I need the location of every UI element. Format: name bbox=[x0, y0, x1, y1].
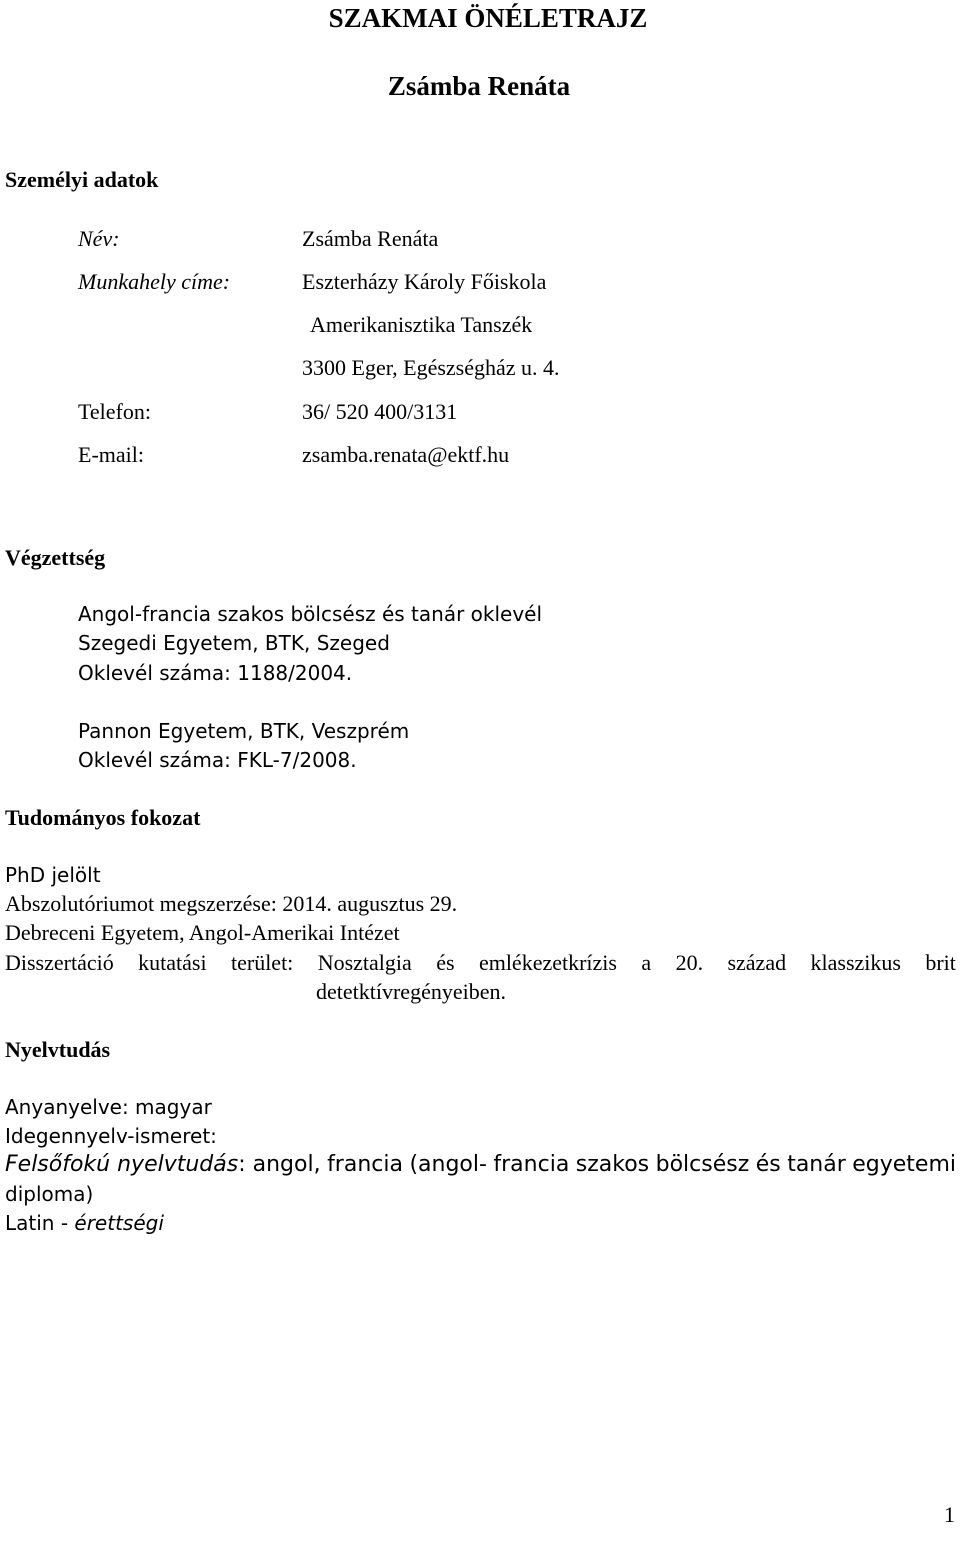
section-heading-degree: Tudományos fokozat bbox=[5, 805, 201, 830]
workplace-label: Munkahely címe: bbox=[78, 269, 231, 294]
section-heading-personal: Személyi adatok bbox=[5, 167, 159, 192]
latin-language bbox=[5, 1210, 164, 1236]
page-number: 1 bbox=[944, 1502, 955, 1527]
dissertation-word: a bbox=[641, 950, 652, 975]
degree-line-3: Debreceni Egyetem, Angol-Amerikai Intézet bbox=[5, 920, 400, 945]
education-line-5: Oklevél száma: FKL-7/2008. bbox=[78, 748, 357, 772]
email-label: E-mail: bbox=[78, 442, 144, 467]
education-line-4: Pannon Egyetem, BTK, Veszprém bbox=[78, 719, 410, 743]
dissertation-word: Disszertáció bbox=[5, 950, 114, 975]
language-word: szakos bbox=[575, 1152, 650, 1177]
dissertation-word: emlékezetkrízis bbox=[478, 950, 617, 975]
dissertation-topic-continuation: detetktívregényeiben. bbox=[316, 979, 506, 1004]
language-word: : angol, bbox=[238, 1152, 321, 1177]
degree-line-1: PhD jelölt bbox=[5, 863, 101, 887]
email-value: zsamba.renata@ektf.hu bbox=[302, 442, 510, 467]
name-label: Név: bbox=[78, 226, 120, 251]
language-word: francia bbox=[493, 1152, 570, 1177]
dissertation-word: század bbox=[727, 950, 787, 975]
language-word: tanár bbox=[787, 1152, 846, 1177]
phone-label: Telefon: bbox=[78, 399, 151, 424]
degree-line-2: Abszolutóriumot megszerzése: 2014. augusztus 29. bbox=[5, 891, 458, 916]
language-level-lead bbox=[5, 1152, 321, 1178]
education-line-3: Oklevél száma: 1188/2004. bbox=[78, 661, 353, 685]
workplace-line-1: Eszterházy Károly Főiskola bbox=[302, 269, 547, 294]
dissertation-topic-line bbox=[5, 950, 956, 976]
language-word: (angol- bbox=[409, 1152, 487, 1177]
dissertation-word: kutatási bbox=[138, 950, 207, 975]
section-heading-education: Végzettség bbox=[5, 545, 106, 570]
section-heading-languages: Nyelvtudás bbox=[5, 1037, 111, 1062]
document-title: SZAKMAI ÖNÉLETRAJZ bbox=[328, 3, 648, 33]
name-value: Zsámba Renáta bbox=[302, 226, 439, 251]
language-word: és bbox=[755, 1152, 781, 1177]
person-name-heading: Zsámba Renáta bbox=[387, 71, 571, 101]
language-word: bölcsész bbox=[655, 1152, 750, 1177]
dissertation-word: Nosztalgia bbox=[317, 950, 412, 975]
dissertation-word: brit bbox=[925, 950, 956, 975]
phone-value: 36/ 520 400/3131 bbox=[302, 399, 458, 424]
language-level-line bbox=[5, 1152, 956, 1178]
dissertation-word: és bbox=[436, 950, 455, 975]
language-level-italic: Felsőfokú nyelvtudás bbox=[5, 1152, 239, 1177]
native-language: Anyanyelve: magyar bbox=[5, 1095, 212, 1119]
workplace-line-2: Amerikanisztika Tanszék bbox=[310, 312, 533, 337]
foreign-language-label: Idegennyelv-ismeret: bbox=[5, 1124, 217, 1148]
latin-level: érettségi bbox=[74, 1211, 164, 1235]
language-word: francia bbox=[327, 1152, 403, 1177]
dissertation-word: klasszikus bbox=[810, 950, 901, 975]
dissertation-word: 20. bbox=[675, 950, 704, 975]
language-word: egyetemi bbox=[852, 1152, 956, 1177]
education-line-2: Szegedi Egyetem, BTK, Szeged bbox=[78, 631, 390, 655]
dissertation-word: terület: bbox=[230, 950, 294, 975]
language-level-continuation: diploma) bbox=[5, 1182, 94, 1206]
latin-prefix: Latin - bbox=[5, 1211, 75, 1235]
education-line-1: Angol-francia szakos bölcsész és tanár oklevél bbox=[78, 602, 543, 626]
workplace-line-3: 3300 Eger, Egészségház u. 4. bbox=[302, 355, 560, 380]
